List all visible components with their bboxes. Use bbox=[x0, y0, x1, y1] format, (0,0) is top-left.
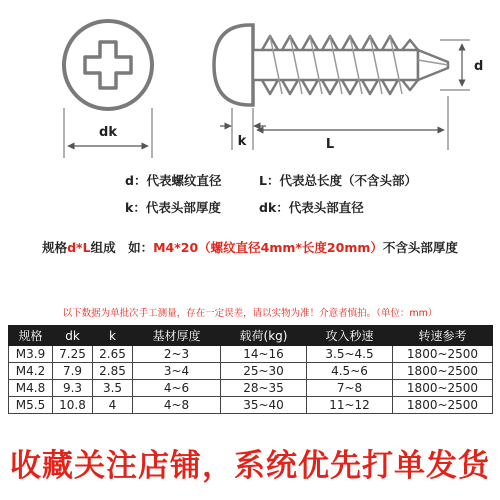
spec-prefix: 规格 bbox=[42, 240, 68, 255]
table-cell: 35~40 bbox=[221, 397, 307, 414]
table-cell: 1800~2500 bbox=[393, 397, 493, 414]
screw-side-view bbox=[214, 25, 448, 105]
table-cell: 3.5 bbox=[93, 380, 133, 397]
table-cell: 25~30 bbox=[221, 363, 307, 380]
table-cell: 10.8 bbox=[53, 397, 93, 414]
table-cell: 1800~2500 bbox=[393, 380, 493, 397]
header-load: 载荷(kg) bbox=[221, 326, 307, 346]
table-row bbox=[9, 380, 493, 397]
table-cell: 2.65 bbox=[93, 346, 133, 363]
spec-formula: d*L bbox=[67, 240, 91, 255]
spec-suffix: 不含头部厚度 bbox=[382, 240, 458, 255]
table-cell: 7~8 bbox=[307, 380, 393, 397]
header-k: k bbox=[93, 326, 133, 346]
spec-table bbox=[8, 325, 493, 414]
table-cell: 28~35 bbox=[221, 380, 307, 397]
legend-k: k：代表头部厚度 bbox=[125, 200, 221, 215]
d-label: d bbox=[474, 59, 484, 74]
header-drill-seconds: 攻入秒速 bbox=[307, 326, 393, 346]
table-row bbox=[9, 397, 493, 414]
table-cell: 7.9 bbox=[53, 363, 93, 380]
table-cell: M4.8 bbox=[9, 380, 53, 397]
table-cell: 9.3 bbox=[53, 380, 93, 397]
table-cell: M5.5 bbox=[9, 397, 53, 414]
legend-dk: dk：代表头部直径 bbox=[259, 200, 364, 215]
table-header-row bbox=[9, 326, 493, 346]
table-cell: 2.85 bbox=[93, 363, 133, 380]
spec-mid: 组成 如： bbox=[90, 240, 154, 255]
header-spec: 规格 bbox=[9, 326, 53, 346]
screw-drawing bbox=[0, 0, 500, 160]
table-cell: 2~3 bbox=[133, 346, 221, 363]
table-cell: M4.2 bbox=[9, 363, 53, 380]
spec-example-line bbox=[0, 238, 500, 256]
table-cell: 11~12 bbox=[307, 397, 393, 414]
dk-label: dk bbox=[99, 125, 117, 140]
k-label: k bbox=[237, 134, 247, 149]
L-label: L bbox=[325, 137, 335, 152]
legend-L: L：代表总长度（不含头部） bbox=[259, 173, 417, 188]
table-cell: 1800~2500 bbox=[393, 346, 493, 363]
footer-banner: 收藏关注店铺，系统优先打单发货 bbox=[10, 448, 490, 484]
table-cell: 4~8 bbox=[133, 397, 221, 414]
table-cell: 4.5~6 bbox=[307, 363, 393, 380]
table-row bbox=[9, 346, 493, 363]
table-cell: 3.5~4.5 bbox=[307, 346, 393, 363]
table-cell: 1800~2500 bbox=[393, 363, 493, 380]
header-dk: dk bbox=[53, 326, 93, 346]
header-rpm: 转速参考 bbox=[393, 326, 493, 346]
table-cell: 3~4 bbox=[133, 363, 221, 380]
table-row bbox=[9, 363, 493, 380]
table-cell: M3.9 bbox=[9, 346, 53, 363]
table-cell: 4~6 bbox=[133, 380, 221, 397]
table-cell: 14~16 bbox=[221, 346, 307, 363]
spec-example: M4*20（螺纹直径4mm*长度20mm） bbox=[153, 240, 383, 255]
screw-head-top-view bbox=[64, 21, 152, 109]
table-cell: 7.25 bbox=[53, 346, 93, 363]
legend-d: d：代表螺纹直径 bbox=[125, 173, 222, 188]
measurement-note: 以下数据为单批次手工测量，存在一定误差，请以实物为准！介意者慎拍。（单位：mm） bbox=[62, 308, 438, 319]
header-material-thickness: 基材厚度 bbox=[133, 326, 221, 346]
table-cell: 4 bbox=[93, 397, 133, 414]
